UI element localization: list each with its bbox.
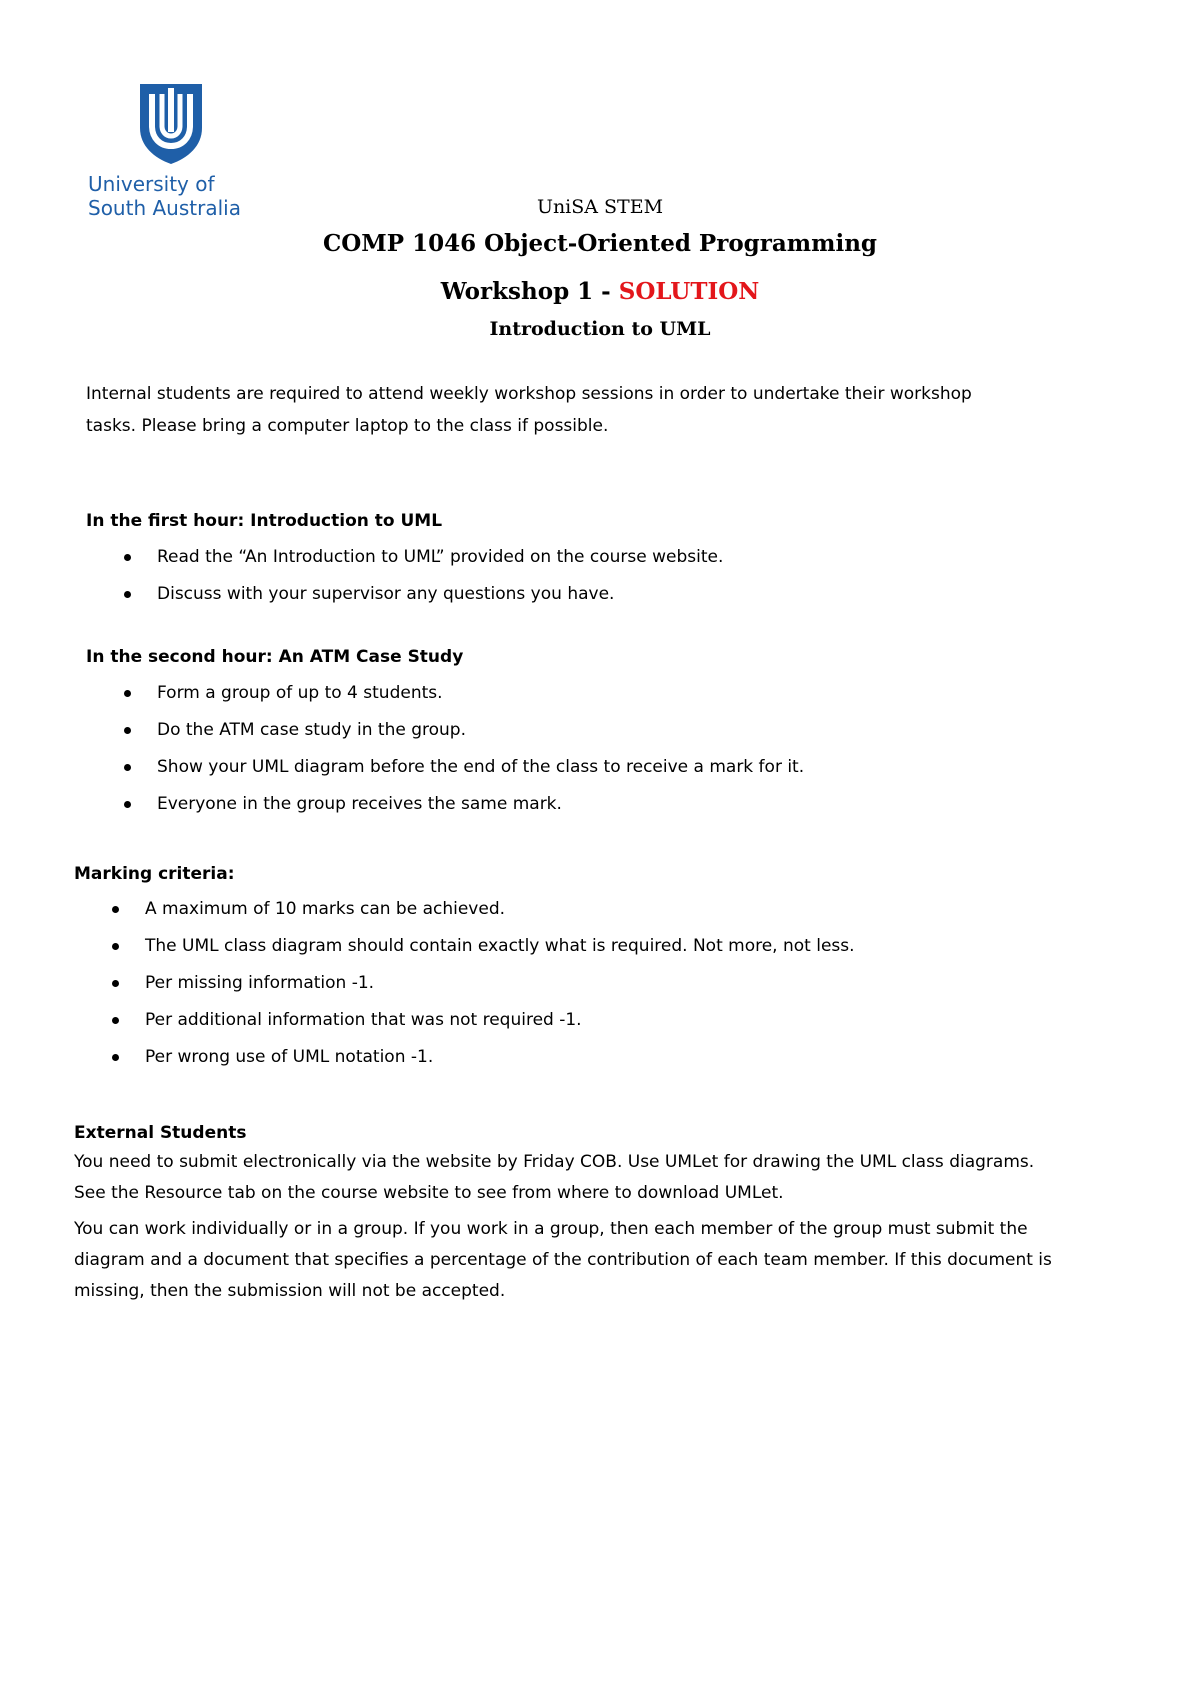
external-line: You need to submit electronically via the website by Friday COB. Use UMLet for drawing the UML class diagrams. [74, 1152, 1035, 1172]
external-students-body [74, 1147, 1052, 1307]
solution-label: SOLUTION [618, 278, 760, 305]
university-name-line2: South Australia [88, 196, 241, 220]
bullet-icon [112, 1017, 119, 1024]
course-title: COMP 1046 Object-Oriented Programming [322, 230, 878, 257]
workshop-subtitle: Introduction to UML [489, 318, 711, 340]
list-item-text: Show your UML diagram before the end of the class to receive a mark for it. [157, 757, 805, 777]
bullet-icon [124, 591, 131, 598]
list-item-text: Per missing information -1. [145, 973, 375, 993]
external-line: diagram and a document that specifies a percentage of the contribution of each team member. If this document is [74, 1250, 1052, 1270]
bullet-icon [112, 943, 119, 950]
bullet-icon [112, 906, 119, 913]
external-line: missing, then the submission will not be accepted. [74, 1281, 506, 1301]
marking-criteria-heading: Marking criteria: [74, 864, 235, 884]
first-hour-heading: In the first hour: Introduction to UML [86, 511, 443, 531]
list-item-text: Read the “An Introduction to UML” provided on the course website. [157, 547, 724, 567]
bullet-icon [124, 727, 131, 734]
org-name: UniSA STEM [536, 196, 664, 218]
external-line: See the Resource tab on the course website to see from where to download UMLet. [74, 1183, 784, 1203]
workshop-label: Workshop 1 - [440, 278, 619, 305]
list-item-text: A maximum of 10 marks can be achieved. [145, 899, 506, 919]
bullet-icon [124, 801, 131, 808]
intro-line: tasks. Please bring a computer laptop to the class if possible. [86, 416, 609, 436]
list-item-text: Discuss with your supervisor any questions you have. [157, 584, 615, 604]
workshop-title [0, 278, 1200, 305]
bullet-icon [124, 690, 131, 697]
external-students-heading: External Students [74, 1123, 247, 1143]
unisa-shield-icon [138, 84, 204, 164]
list-item-text: Per additional information that was not required -1. [145, 1010, 582, 1030]
bullet-icon [124, 554, 131, 561]
university-name-line1: University of [88, 172, 215, 196]
bullet-icon [112, 980, 119, 987]
list-item-text: The UML class diagram should contain exactly what is required. Not more, not less. [145, 936, 855, 956]
list-item-text: Everyone in the group receives the same mark. [157, 794, 562, 814]
bullet-icon [112, 1054, 119, 1061]
list-item-text: Per wrong use of UML notation -1. [145, 1047, 434, 1067]
second-hour-heading: In the second hour: An ATM Case Study [86, 647, 464, 667]
external-line: You can work individually or in a group. If you work in a group, then each member of the group must submit the [74, 1219, 1028, 1239]
intro-line: Internal students are required to attend weekly workshop sessions in order to undertake their workshop [86, 384, 972, 404]
intro-paragraph [86, 378, 972, 442]
list-item-text: Form a group of up to 4 students. [157, 683, 443, 703]
list-item-text: Do the ATM case study in the group. [157, 720, 466, 740]
bullet-icon [124, 764, 131, 771]
